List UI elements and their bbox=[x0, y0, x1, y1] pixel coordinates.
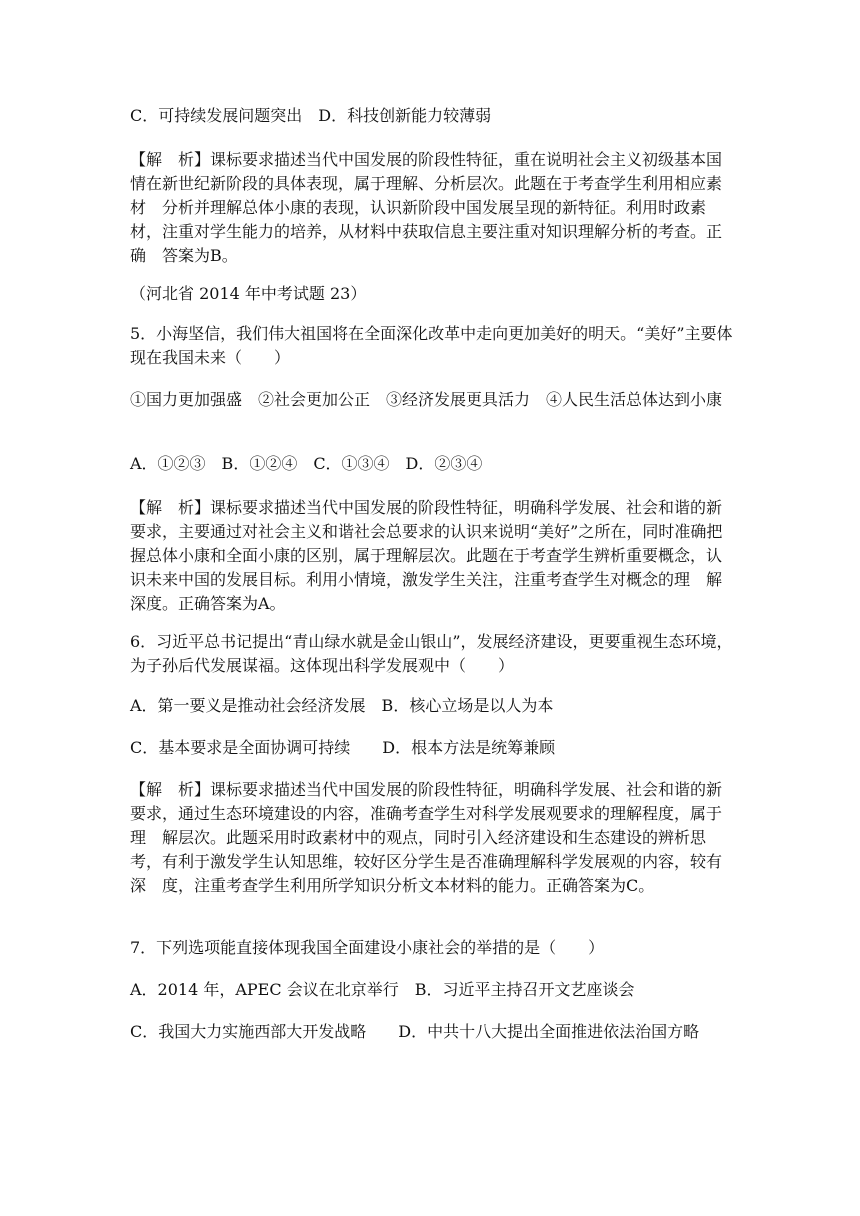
question-7-options-ab: A．2014 年，APEC 会议在北京举行 B．习近平主持召开文艺座谈会 bbox=[130, 980, 635, 999]
question-6-options-ab: A．第一要义是推动社会经济发展 B．核心立场是以人为本 bbox=[130, 696, 554, 715]
question-6-options-cd: C．基本要求是全面协调可持续 D．根本方法是统筹兼顾 bbox=[130, 738, 556, 757]
question-4-options-cd: C．可持续发展问题突出 D．科技创新能力较薄弱 bbox=[130, 106, 492, 125]
question-7-options-cd: C．我国大力实施西部大开发战略 D．中共十八大提出全面推进依法治国方略 bbox=[130, 1022, 700, 1041]
question-5-stem: 5．小海坚信，我们伟大祖国将在全面深化改革中走向更加美好的明天。“美好”主要体现在我国未来（ ） bbox=[130, 324, 733, 367]
question-7-stem: 7．下列选项能直接体现我国全面建设小康社会的举措的是（ ） bbox=[130, 938, 605, 957]
question-5-statements: ①国力更加强盛 ②社会更加公正 ③经济发展更具活力 ④人民生活总体达到小康 bbox=[130, 390, 723, 409]
question-6-stem: 6．习近平总书记提出“青山绿水就是金山银山”，发展经济建设，更要重视生态环境，为子孙后代发展谋福。这体现出科学发展观中（ ） bbox=[130, 632, 733, 675]
analysis-question-5: 【解 析】课标要求描述当代中国发展的阶段性特征，明确科学发展、社会和谐的新要求，主要通过对社会主义和谐社会总要求的认识来说明“美好”之所在，同时准确把 握总体小康和全面小康的区别，属于理解层次。此题在于考查学生辨析重要概念，认识未来中国的发展目标。利用小情境，激发学生关注，注重考查学生对概念的理 解深度。正确答案为A。 bbox=[130, 498, 739, 613]
question-5-options: A．①②③ B．①②④ C．①③④ D．②③④ bbox=[130, 454, 483, 473]
analysis-question-6: 【解 析】课标要求描述当代中国发展的阶段性特征，明确科学发展、社会和谐的新要求，通过生态环境建设的内容，准确考查学生对科学发展观要求的理解程度，属于理 解层次。此题采用时政素材中的观点，同时引入经济建设和生态建设的辨析思考，有利于激发学生认知思维，较好区分学生是否准确理解科学发展观的内容，较有深 度，注重考查学生利用所学知识分析文本材料的能力。正确答案为C。 bbox=[130, 780, 723, 895]
analysis-question-4: 【解 析】课标要求描述当代中国发展的阶段性特征，重在说明社会主义初级基本国情在新世纪新阶段的具体表现，属于理解、分析层次。此题在于考查学生利用相应素材 分析并理解总体小康的表现，认识新阶段中国发展呈现的新特征。利用时政素材，注重对学生能力的培养，从材料中获取信息主要注重对知识理解分析的考查。正确 答案为B。 bbox=[130, 150, 723, 265]
source-note: （河北省 2014 年中考试题 23） bbox=[130, 284, 367, 303]
